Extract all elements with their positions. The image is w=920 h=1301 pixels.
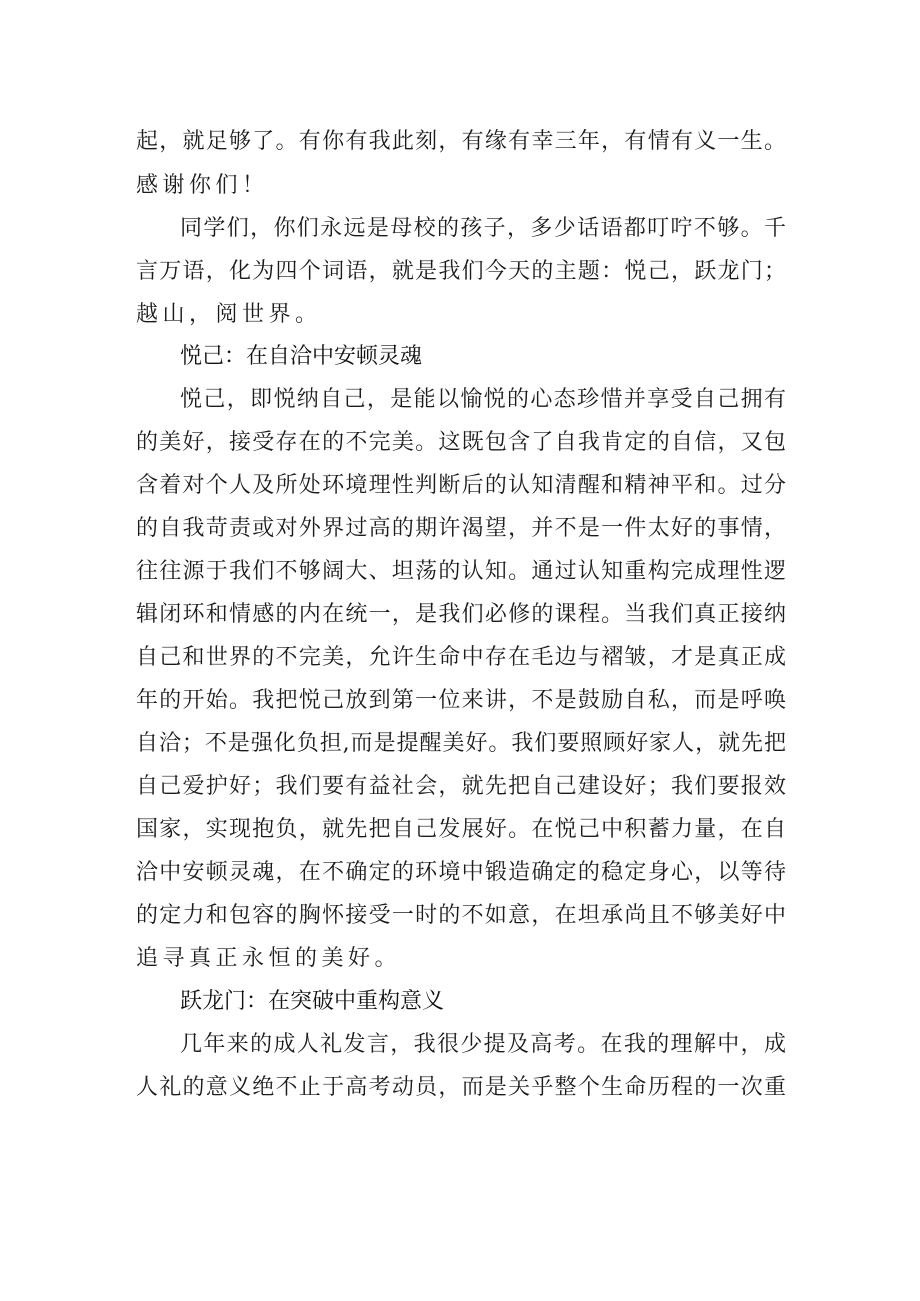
paragraph-line: 越山，阅世界。: [136, 302, 322, 327]
paragraph-line: 的定力和包容的胸怀接受一时的不如意，在坦承尚且不够美好中: [136, 903, 786, 928]
paragraph-line: 国家，实现抱负，就先把自己发展好。在悦己中积蓄力量，在自: [136, 817, 786, 842]
paragraph-line: 辑闭环和情感的内在统一，是我们必修的课程。当我们真正接纳: [136, 602, 786, 627]
paragraph-line: 的美好，接受存在的不完美。这既包含了自我肯定的自信，又包: [136, 430, 786, 455]
paragraph-line: 几年来的成人礼发言，我很少提及高考。在我的理解中，成: [180, 1032, 786, 1057]
paragraph-line: 的自我苛责或对外界过高的期许渴望，并不是一件太好的事情，: [136, 516, 786, 541]
paragraph-line: 悦己，即悦纳自己，是能以愉悦的心态珍惜并享受自己拥有: [180, 387, 786, 412]
paragraph-line: 往往源于我们不够阔大、坦荡的认知。通过认知重构完成理性逻: [136, 559, 786, 584]
paragraph-line: 洽中安顿灵魂，在不确定的环境中锻造确定的稳定身心，以等待: [136, 860, 786, 885]
paragraph-line: 同学们，你们永远是母校的孩子，多少话语都叮咛不够。千: [180, 216, 786, 241]
paragraph-line: 追寻真正永恒的美好。: [136, 946, 402, 971]
section-heading-yuelongmen: 跃龙门：在突破中重构意义: [180, 989, 445, 1014]
paragraph-line: 年的开始。我把悦己放到第一位来讲，不是鼓励自私，而是呼唤: [136, 688, 786, 713]
section-heading-yueji: 悦己：在自洽中安顿灵魂: [180, 344, 423, 369]
paragraph-line: 含着对个人及所处环境理性判断后的认知清醒和精神平和。过分: [136, 473, 786, 498]
paragraph-line: 自己爱护好；我们要有益社会，就先把自己建设好；我们要报效: [136, 774, 786, 799]
paragraph-line: 言万语，化为四个词语，就是我们今天的主题：悦己，跃龙门；: [136, 259, 786, 284]
paragraph-line: 感谢你们！: [136, 173, 269, 198]
paragraph-line: 自洽；不是强化负担,而是提醒美好。我们要照顾好家人，就先把: [136, 731, 786, 756]
paragraph-line: 自己和世界的不完美，允许生命中存在毛边与褶皱，才是真正成: [136, 645, 786, 670]
paragraph-line: 起，就足够了。有你有我此刻，有缘有幸三年，有情有义一生。: [136, 129, 786, 154]
paragraph-line: 人礼的意义绝不止于高考动员，而是关乎整个生命历程的一次重: [136, 1075, 786, 1100]
